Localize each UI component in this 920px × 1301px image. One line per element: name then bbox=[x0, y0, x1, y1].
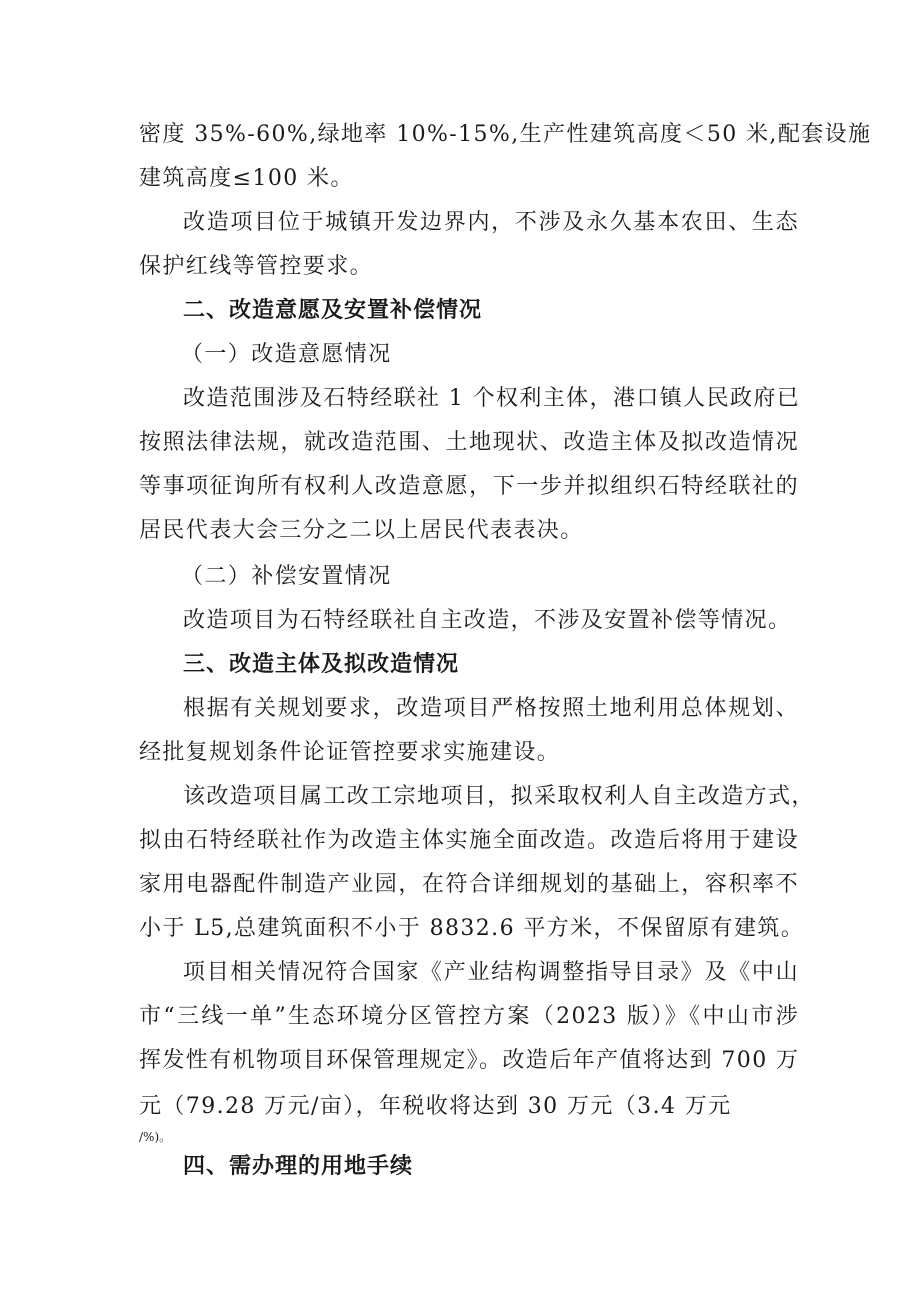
text-line: 改造项目位于城镇开发边界内，不涉及永久基本农田、生态 bbox=[183, 210, 799, 235]
text-line: 密度 35%-60%,绿地率 10%-15%,生产性建筑高度＜50 米,配套设施 bbox=[139, 122, 872, 147]
text-line: 居民代表大会三分之二以上居民代表表决。 bbox=[139, 518, 584, 543]
text-line: 市“三线一单”生态环境分区管控方案（2023 版）》《中山市涉 bbox=[139, 1004, 799, 1029]
text-line: 根据有关规划要求，改造项目严格按照土地利用总体规划、 bbox=[183, 696, 799, 721]
section-heading: 四、需办理的用地手续 bbox=[183, 1154, 414, 1179]
text-line: 改造范围涉及石特经联社 1 个权利主体，港口镇人民政府已 bbox=[183, 386, 801, 411]
subsection-heading: （一）改造意愿情况 bbox=[181, 342, 392, 367]
subsection-heading: （二）补偿安置情况 bbox=[181, 564, 392, 589]
text-line: 经批复规划条件论证管控要求实施建设。 bbox=[139, 740, 561, 765]
text-line: 建筑高度≤100 米。 bbox=[139, 166, 354, 191]
text-line: 改造项目为石特经联社自主改造，不涉及安置补偿等情况。 bbox=[183, 608, 792, 633]
text-line: 该改造项目属工改工宗地项目，拟采取权利人自主改造方式， bbox=[183, 784, 815, 809]
section-heading: 三、改造主体及拟改造情况 bbox=[183, 652, 460, 677]
text-line: 按照法律法规，就改造范围、土地现状、改造主体及拟改造情况 bbox=[139, 430, 799, 455]
text-line: 小于 L5,总建筑面积不小于 8832.6 平方米，不保留原有建筑。 bbox=[139, 916, 805, 941]
text-line: 家用电器配件制造产业园，在符合详细规划的基础上，容积率不 bbox=[139, 872, 799, 897]
text-fragment: /%)。 bbox=[139, 1130, 172, 1144]
section-heading: 二、改造意愿及安置补偿情况 bbox=[183, 298, 483, 323]
text-line: 项目相关情况符合国家《产业结构调整指导目录》及《中山 bbox=[183, 960, 799, 985]
text-line: 拟由石特经联社作为改造主体实施全面改造。改造后将用于建设 bbox=[139, 828, 799, 853]
text-line: 等事项征询所有权利人改造意愿，下一步并拟组织石特经联社的 bbox=[139, 474, 799, 499]
text-line: 挥发性有机物项目环保管理规定》。改造后年产值将达到 700 万 bbox=[139, 1048, 800, 1073]
text-line: 元（79.28 万元/亩），年税收将达到 30 万元（3.4 万元 bbox=[139, 1094, 732, 1119]
text-line: 保护红线等管控要求。 bbox=[139, 254, 374, 279]
